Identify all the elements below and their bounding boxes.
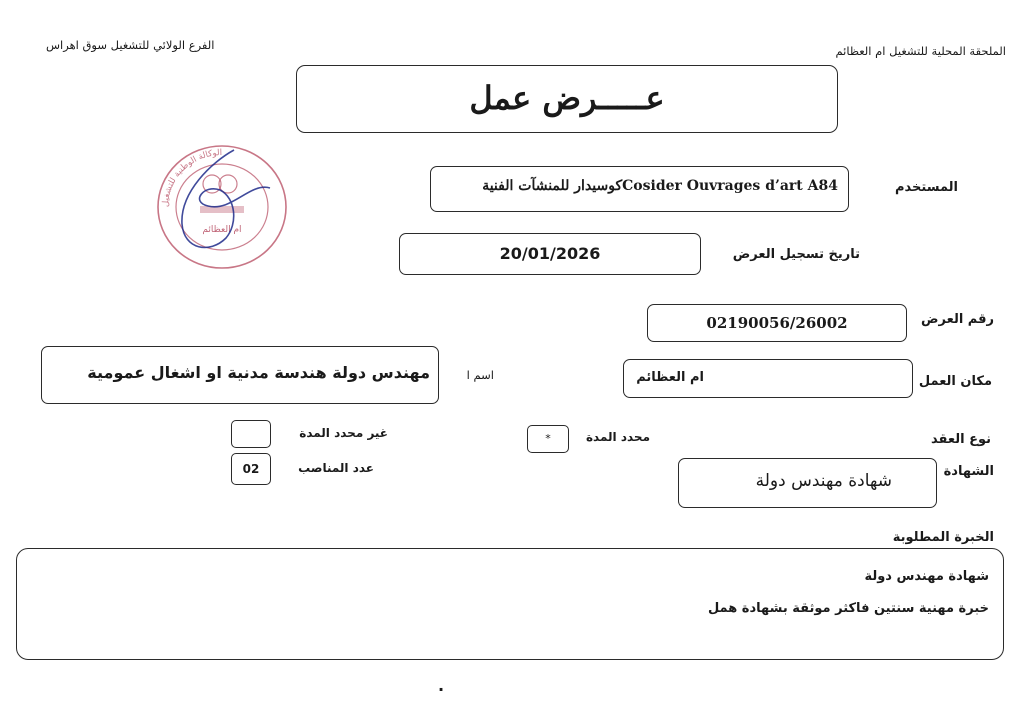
employer-label: المستخدم <box>895 180 958 195</box>
registration-date-label: تاريخ تسجيل العرض <box>732 247 860 262</box>
registration-date-field <box>399 233 701 275</box>
experience-label: الخبرة المطلوبة <box>892 530 994 545</box>
contract-fixed-mark: * <box>545 432 551 445</box>
job-name-value: مهندس دولة هندسة مدنية او اشغال عمومية <box>87 363 430 382</box>
offer-number-value: 02190056/26002 <box>706 314 848 332</box>
contract-unlimited-label: غير محدد المدة <box>299 426 388 440</box>
positions-label: عدد المناصب <box>298 461 374 475</box>
certificate-value: شهادة مهندس دولة <box>755 471 892 491</box>
offer-number-field <box>647 304 907 342</box>
svg-text:الوكالة الوطنية للتشغيل <box>161 148 222 207</box>
positions-field <box>231 453 271 485</box>
job-name-label: اسم ا <box>466 368 494 382</box>
contract-unlimited-checkbox[interactable] <box>231 420 271 448</box>
employer-value: Cosider Ouvrages d’art A84كوسيدار للمنشآت الفنية <box>482 178 838 194</box>
footer-dot: . <box>438 676 445 695</box>
certificate-label: الشهادة <box>943 464 994 479</box>
agency-header: الملحقة المحلية للتشغيل ام العظائم <box>835 44 1006 58</box>
job-name-field <box>41 346 439 404</box>
document-title: عـــــرض عمل <box>469 79 665 117</box>
title-box <box>296 65 838 133</box>
workplace-field <box>623 359 913 398</box>
stamp-seal-icon <box>152 142 292 272</box>
workplace-label: مكان العمل <box>918 374 992 389</box>
official-stamp <box>152 142 292 272</box>
offer-number-label: رقم العرض <box>921 312 994 327</box>
contract-fixed-checkbox[interactable] <box>527 425 569 453</box>
branch-header: الفرع الولائي للتشغيل سوق اهراس <box>46 38 215 52</box>
experience-line-1: شهادة مهندس دولة <box>864 569 989 584</box>
positions-value: 02 <box>242 462 260 476</box>
stamp-center-text: ام العظائم <box>202 225 242 235</box>
certificate-field <box>678 458 937 508</box>
stamp-ring-text: الوكالة الوطنية للتشغيل <box>160 147 223 208</box>
contract-fixed-label: محدد المدة <box>585 430 650 444</box>
experience-box <box>16 548 1004 660</box>
contract-type-label: نوع العقد <box>931 432 991 447</box>
employer-field <box>430 166 849 212</box>
registration-date-value: 20/01/2026 <box>499 244 601 263</box>
workplace-value: ام العظائم <box>636 370 704 385</box>
experience-line-2: خبرة مهنية سنتين فاكثر موثقة بشهادة همل <box>707 601 989 616</box>
